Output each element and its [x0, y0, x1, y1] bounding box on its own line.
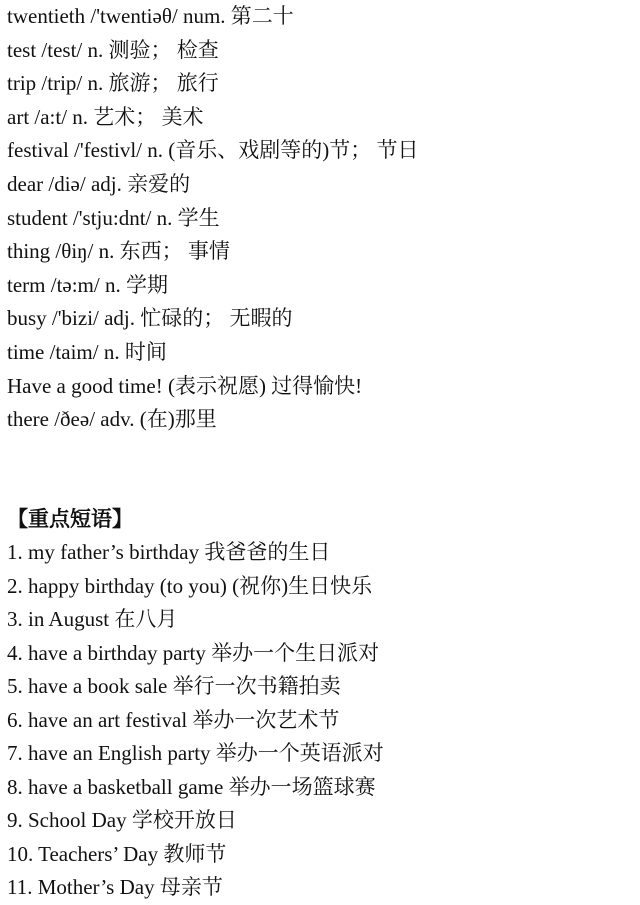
vocab-entry-twentieth: twentieth /'twentiəθ/ num. 第二十 — [7, 4, 294, 28]
phrase-item: 6. have an art festival 举办一次艺术节 — [7, 707, 340, 732]
phrase-item: 8. have a basketball game 举办一场篮球赛 — [7, 774, 376, 799]
vocab-entry-busy: busy /'bizi/ adj. 忙碌的； 无暇的 — [7, 306, 293, 331]
vocab-entry-time: time /taim/ n. 时间 — [7, 339, 167, 364]
vocab-entry-dear: dear /diə/ adj. 亲爱的 — [7, 171, 191, 196]
vocab-entry-festival: festival /'festivl/ n. (音乐、戏剧等的)节； 节日 — [7, 138, 419, 163]
vocab-entry-test: test /test/ n. 测验； 检查 — [7, 37, 219, 62]
phrase-item: 4. have a birthday party 举办一个生日派对 — [7, 640, 380, 665]
vocab-entry-thing: thing /θiŋ/ n. 东西； 事情 — [7, 239, 230, 264]
phrase-item: 2. happy birthday (to you) (祝你)生日快乐 — [7, 573, 373, 598]
vocab-entry-there: there /ðeə/ adv. (在)那里 — [7, 407, 217, 432]
vocab-entry-term: term /tə:m/ n. 学期 — [7, 272, 168, 297]
phrase-item: 5. have a book sale 举行一次书籍拍卖 — [7, 674, 341, 698]
phrase-item: 3. in August 在八月 — [7, 607, 178, 631]
vocab-entry-trip: trip /trip/ n. 旅游； 旅行 — [7, 71, 219, 96]
vocab-entry-student: student /'stju:dnt/ n. 学生 — [7, 205, 220, 230]
section-heading: 【重点短语】 — [7, 507, 133, 531]
phrase-item: 7. have an English party 举办一个英语派对 — [7, 741, 384, 765]
phrase-item: 10. Teachers’ Day 教师节 — [7, 841, 227, 866]
key-phrases-section — [7, 502, 627, 905]
phrase-item: 9. School Day 学校开放日 — [7, 808, 237, 832]
phrase-item: 1. my father’s birthday 我爸爸的生日 — [7, 540, 331, 564]
vocab-entry-art: art /a:t/ n. 艺术； 美术 — [7, 104, 204, 129]
vocabulary-list — [7, 0, 627, 437]
phrase-item: 11. Mother’s Day 母亲节 — [7, 875, 223, 899]
vocab-entry-have-a-good-time: Have a good time! (表示祝愿) 过得愉快! — [7, 373, 363, 398]
